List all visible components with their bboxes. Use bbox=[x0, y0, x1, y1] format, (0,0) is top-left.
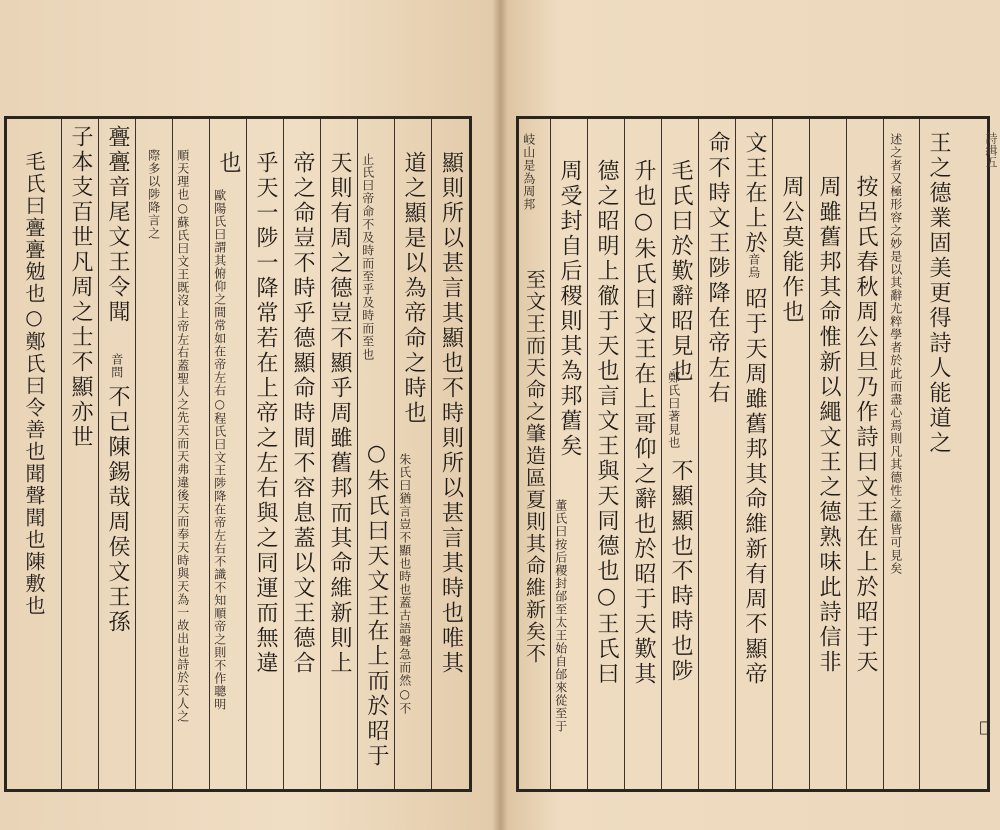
column-annotation: 順天理也○蘇氏曰文王既沒上帝左右蓋聖人之先天而天弗違後天而奉天時與天為一故出也詩於天人之 bbox=[175, 149, 190, 723]
column-annotation: 董氏曰按后稷封邰至太王始自邰來從至于 bbox=[553, 499, 568, 733]
column-text: 天則有周之德豈不顯乎周雖舊邦而其命維新則上 bbox=[327, 151, 352, 676]
column-annotation: 述之者又極形容之妙是以其辭尤粹學者於此而盡心焉則凡其德性之蘊皆可見矣 bbox=[888, 133, 903, 575]
column-text: 也 bbox=[216, 151, 241, 176]
text-column bbox=[883, 119, 919, 789]
text-column bbox=[698, 119, 735, 789]
column-text: 毛氏曰於歎辭昭見也 bbox=[668, 159, 693, 384]
folio-mark: 𣲖 bbox=[975, 718, 993, 736]
column-annotation: 鄭氏曰著見也 bbox=[666, 371, 681, 449]
column-annotation: 際多以陟降言之 bbox=[146, 149, 161, 240]
column-text: 子本支百世凡周之士不顯亦世 bbox=[68, 125, 93, 450]
column-text: 顯則所以甚言其顯也不時則所以甚言其時也唯其 bbox=[438, 151, 464, 676]
column-text: 德之昭明上徹于天也言文王與天同德也○王氏曰 bbox=[594, 159, 619, 687]
column-text: 周受封自后稷則其為邦舊矣 bbox=[557, 159, 582, 459]
column-text: 亹亹音尾文王令聞 bbox=[105, 125, 130, 325]
text-column bbox=[809, 119, 846, 789]
text-column bbox=[320, 119, 357, 789]
text-column bbox=[98, 119, 135, 789]
text-column bbox=[431, 119, 469, 789]
text-column bbox=[550, 119, 587, 789]
left-text-frame bbox=[4, 116, 472, 792]
column-text: 升也○朱氏曰文王在上哥仰之辭也於昭于天歎其 bbox=[631, 159, 656, 687]
text-column bbox=[772, 119, 809, 789]
column-text: 命不時文王陟降在帝左右 bbox=[705, 131, 730, 406]
column-text: 道之顯是以為帝命之時也 bbox=[401, 151, 426, 426]
column-annotation: 音烏 bbox=[746, 253, 761, 279]
text-column bbox=[357, 119, 394, 789]
text-column bbox=[7, 119, 61, 789]
column-text: 乎天一陟一降常若在上帝之左右與之同運而無違 bbox=[253, 151, 278, 676]
column-text: 毛氏曰亹亹勉也○鄭氏曰令善也聞聲聞也陳敷也 bbox=[22, 151, 46, 617]
text-column bbox=[519, 119, 550, 789]
text-column bbox=[394, 119, 431, 789]
text-column bbox=[919, 119, 956, 789]
column-annotation: 岐山是為周邦 bbox=[521, 133, 536, 211]
column-text: 文王在上於 bbox=[742, 131, 767, 256]
margin-tab-label: 詩緝五 bbox=[984, 132, 998, 168]
text-column bbox=[246, 119, 283, 789]
column-text: 帝之命豈不時乎德顯命時間不容息蓋以文王德合 bbox=[290, 151, 315, 676]
text-column bbox=[735, 119, 772, 789]
text-column bbox=[209, 119, 246, 789]
column-text: 不顯顯也不時時也陟 bbox=[668, 459, 693, 684]
text-column bbox=[172, 119, 209, 789]
column-annotation: 朱氏曰猶言豈不顯也時也蓋古語聲急而然○不 bbox=[397, 453, 412, 715]
column-text: 周公莫能作也 bbox=[779, 175, 804, 325]
column-annotation: 歐陽氏曰謂其俯仰之間常如在帝左右○程氏曰文王陟降在帝左右不識不知順帝之則不作聰明 bbox=[212, 189, 227, 711]
book-gutter bbox=[492, 0, 508, 830]
text-column bbox=[846, 119, 883, 789]
text-column bbox=[61, 119, 98, 789]
column-text: ○朱氏曰天文王在上而於昭于 bbox=[364, 441, 389, 769]
column-annotation: 音問 bbox=[109, 353, 124, 379]
text-column bbox=[283, 119, 320, 789]
right-text-frame bbox=[516, 116, 990, 792]
column-text: 按呂氏春秋周公旦乃作詩曰文王在上於昭于天 bbox=[853, 175, 878, 675]
column-text: 王之德業固美更得詩人能道之 bbox=[926, 131, 951, 456]
column-annotation: 止氏曰帝命不及時而至乎及時而至也 bbox=[360, 153, 375, 361]
column-text: 至文王而天命之肇造區夏則其命維新矣不 bbox=[522, 269, 547, 665]
text-column bbox=[661, 119, 698, 789]
text-column bbox=[624, 119, 661, 789]
text-column bbox=[587, 119, 624, 789]
text-column bbox=[135, 119, 172, 789]
column-text: 不已陳錫哉周侯文王孫 bbox=[105, 385, 130, 635]
column-text: 周雖舊邦其命惟新以繩文王之德熟味此詩信非 bbox=[816, 175, 841, 675]
column-text: 昭于天周雖舊邦其命維新有周不顯帝 bbox=[742, 287, 767, 687]
